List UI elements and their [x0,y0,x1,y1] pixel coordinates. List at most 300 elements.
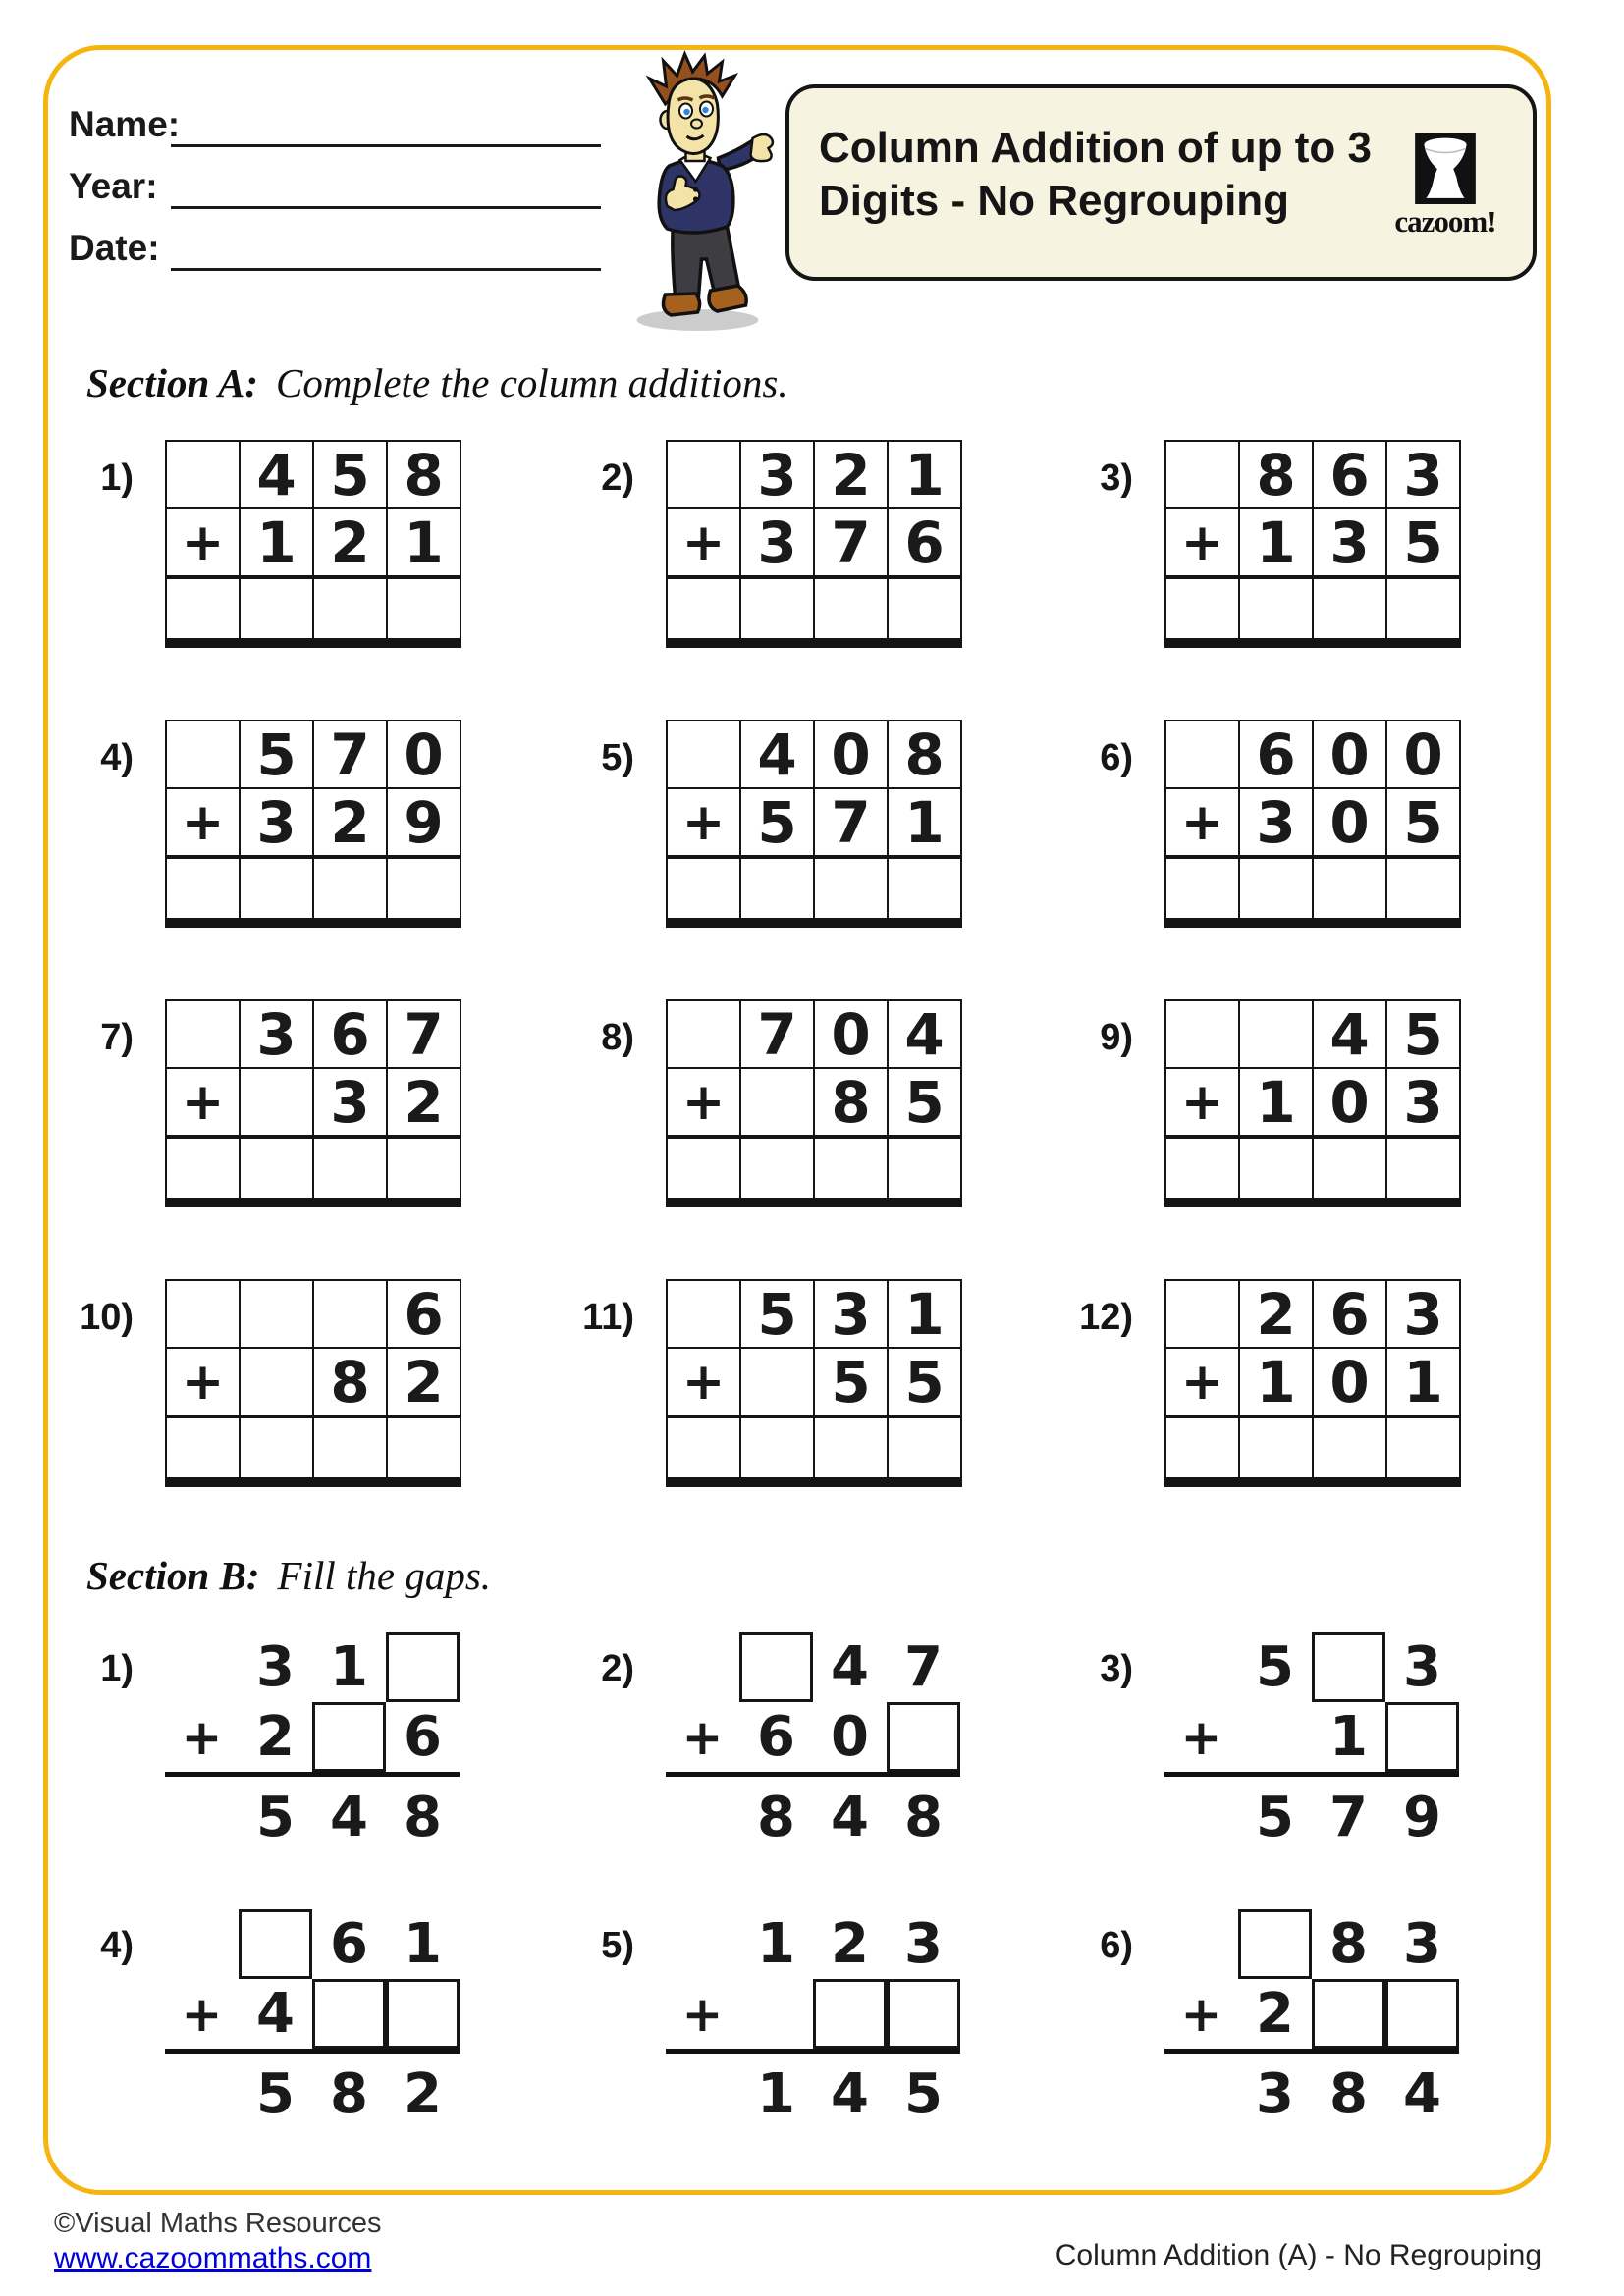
sum-digit: 8 [404,1786,442,1849]
addend-digit-cell [668,721,741,789]
answer-row [167,1139,460,1198]
addition-grid [666,999,962,1207]
addend-digit-cell [1240,1001,1314,1069]
answer-cell[interactable] [1387,859,1459,918]
gap-problem [666,1632,960,1849]
date-label: Date: [69,228,160,268]
addition-grid [666,720,962,928]
digit-cell: 2 [1256,1982,1294,2046]
title-line-2: Digits - No Regrouping [819,176,1290,225]
digit-cell: 3 [1403,1635,1441,1699]
addend-digit-cell: 2 [815,442,889,509]
answer-row [1166,1139,1459,1198]
addend-digit-cell: 3 [241,1001,314,1069]
addition-grid [1164,440,1461,648]
name-line[interactable] [171,144,601,147]
addend-row [668,789,960,859]
digit-cell [1164,1632,1238,1702]
answer-cell[interactable] [1240,859,1314,918]
addend-row [666,1632,960,1702]
sum-digit: 5 [256,2062,295,2126]
answer-cell[interactable] [815,859,889,918]
plus-sign: + [668,1349,741,1418]
addend-row [167,1001,460,1069]
answer-line [165,1772,460,1777]
addend-digit-cell: 7 [815,789,889,859]
mascot-shoe-right [709,286,746,311]
addend-digit-cell: 2 [388,1069,460,1139]
addend-digit-cell: 3 [741,442,815,509]
answer-row [668,579,960,638]
digit-cell: 4 [256,1982,295,2046]
gap-box[interactable] [887,1702,960,1772]
gap-box[interactable] [312,1702,386,1772]
addend-digit-cell [1166,1281,1240,1349]
digit-cell [1238,1702,1312,1772]
addend-digit-cell: 6 [889,509,960,579]
addend-digit-cell: 1 [1387,1349,1459,1418]
addend-row [165,1632,460,1702]
plus-sign: + [167,1349,241,1418]
addend-digit-cell: 2 [1240,1281,1314,1349]
digit-cell [739,1979,813,2049]
sum-digit: 3 [1256,2062,1294,2126]
digit-cell [165,1632,239,1702]
digit-cell [666,1909,739,1979]
addend-row [666,1702,960,1772]
plus-sign: + [668,1069,741,1139]
answer-cell[interactable] [314,859,388,918]
sum-digit: 8 [330,2062,368,2126]
mascot-boy-illustration [601,49,789,334]
problem-label: 5) [601,1925,634,1966]
addend-digit-cell: 6 [1240,721,1314,789]
answer-row [167,859,460,918]
addend-digit-cell [167,1281,241,1349]
answer-cell[interactable] [388,859,460,918]
digit-cell: 0 [831,1705,869,1769]
problem-label: 4) [100,1925,134,1966]
answer-row [668,1418,960,1477]
answer-cell[interactable] [1314,579,1387,638]
plus-sign: + [1166,789,1240,859]
addend-digit-cell: 0 [1314,1349,1387,1418]
plus-sign: + [181,1708,223,1766]
addend-row [1166,1349,1459,1418]
addend-digit-cell: 3 [314,1069,388,1139]
addend-digit-cell: 8 [388,442,460,509]
gap-problem [1164,1632,1459,1849]
addend-digit-cell: 0 [1314,789,1387,859]
plus-sign: + [668,789,741,859]
addend-digit-cell: 4 [741,721,815,789]
answer-cell[interactable] [741,1418,815,1477]
cazoommaths-link[interactable]: www.cazoommaths.com [54,2242,372,2274]
addend-digit-cell: 5 [1387,1001,1459,1069]
addend-digit-cell [1166,1001,1240,1069]
addend-row [668,1281,960,1349]
addend-digit-cell: 5 [889,1069,960,1139]
addend-row [165,1979,460,2049]
sum-digit [165,1783,239,1852]
gap-box[interactable] [1238,1909,1312,1979]
addend-digit-cell: 2 [314,789,388,859]
sum-digit: 4 [1403,2062,1441,2126]
answer-cell[interactable] [1240,1139,1314,1198]
year-line[interactable] [171,206,601,209]
section-a-heading [86,359,788,406]
addend-row [1166,1001,1459,1069]
plus-sign: + [181,1985,223,2043]
digit-cell: 6 [404,1705,442,1769]
addend-row [167,721,460,789]
addition-grid [666,1279,962,1487]
sum-digit: 2 [404,2062,442,2126]
addend-digit-cell: 8 [1240,442,1314,509]
answer-cell[interactable] [388,579,460,638]
addend-digit-cell: 3 [1314,509,1387,579]
addend-digit-cell: 1 [1240,1069,1314,1139]
answer-cell[interactable] [241,579,314,638]
answer-line [666,2049,960,2054]
addend-digit-cell: 5 [815,1349,889,1418]
addend-row [1164,1979,1459,2049]
digit-cell: 2 [256,1705,295,1769]
addend-digit-cell [167,1001,241,1069]
sum-digit [1164,2059,1238,2129]
answer-cell[interactable] [668,1139,741,1198]
gap-box[interactable] [312,1979,386,2049]
addend-digit-cell: 5 [314,442,388,509]
addend-digit-cell [668,1001,741,1069]
digit-cell: 1 [330,1635,368,1699]
addend-digit-cell: 6 [314,1001,388,1069]
addend-digit-cell: 1 [889,1281,960,1349]
addition-grid [1164,999,1461,1207]
answer-cell[interactable] [741,579,815,638]
plus-sign: + [167,509,241,579]
answer-cell[interactable] [1240,1418,1314,1477]
answer-cell[interactable] [741,859,815,918]
addend-digit-cell: 8 [815,1069,889,1139]
section-a-instruction: Complete the column additions. [276,360,788,405]
digit-cell: 4 [831,1635,869,1699]
sum-row [1164,1783,1459,1849]
addend-digit-cell [314,1281,388,1349]
addend-row [1166,1281,1459,1349]
section-b-instruction: Fill the gaps. [277,1553,492,1598]
answer-row [1166,1418,1459,1477]
answer-row [167,1418,460,1477]
answer-cell[interactable] [1387,579,1459,638]
sum-digit: 5 [1256,1786,1294,1849]
addend-digit-cell: 0 [1314,721,1387,789]
answer-cell[interactable] [1166,859,1240,918]
addend-digit-cell: 6 [1314,1281,1387,1349]
addend-digit-cell: 3 [1240,789,1314,859]
sum-row [165,2059,460,2126]
answer-cell[interactable] [314,1418,388,1477]
worksheet-title [819,122,1388,227]
year-label: Year: [69,166,158,206]
addend-row [167,1349,460,1418]
addend-row [1166,1069,1459,1139]
answer-line [666,1772,960,1777]
addition-grid [165,1279,461,1487]
gap-box[interactable] [1312,1979,1385,2049]
addend-digit-cell: 0 [815,1001,889,1069]
sum-digit: 8 [1329,2062,1368,2126]
addend-row [1166,509,1459,579]
problem-label: 7) [100,1017,134,1058]
addend-row [167,1069,460,1139]
addend-digit-cell: 5 [1387,789,1459,859]
addend-digit-cell: 2 [314,509,388,579]
gap-box[interactable] [739,1632,813,1702]
mascot-iris [683,109,689,115]
answer-cell[interactable] [167,1418,241,1477]
mascot-nose [691,120,702,129]
addend-digit-cell: 1 [241,509,314,579]
mascot-eyebrow [678,98,693,100]
addend-digit-cell: 5 [241,721,314,789]
addend-row [167,789,460,859]
answer-cell[interactable] [1387,1139,1459,1198]
addend-digit-cell: 7 [388,1001,460,1069]
addend-digit-cell: 5 [1387,509,1459,579]
answer-cell[interactable] [889,579,960,638]
addend-digit-cell: 4 [1314,1001,1387,1069]
answer-cell[interactable] [889,859,960,918]
plus-sign: + [681,1985,724,2043]
addend-digit-cell: 3 [741,509,815,579]
plus-sign: + [1180,1708,1222,1766]
sum-digit: 1 [757,2062,795,2126]
problem-label: 6) [1100,1925,1133,1966]
addend-digit-cell: 5 [741,1281,815,1349]
addend-digit-cell: 3 [1387,1281,1459,1349]
gap-problem [165,1909,460,2126]
digit-cell: 3 [256,1635,295,1699]
date-line[interactable] [171,268,601,271]
sum-digit [1164,1783,1238,1852]
addition-grid [1164,720,1461,928]
problem-label: 10) [80,1297,134,1338]
gap-box[interactable] [813,1979,887,2049]
addend-digit-cell [1166,721,1240,789]
gap-box[interactable] [386,1632,460,1702]
answer-cell[interactable] [889,1139,960,1198]
sum-row [1164,2059,1459,2126]
section-a-title: Section A: [86,360,259,405]
addend-digit-cell [668,442,741,509]
answer-cell[interactable] [668,859,741,918]
addend-digit-cell: 1 [1240,1349,1314,1418]
answer-cell[interactable] [668,579,741,638]
answer-cell[interactable] [241,1139,314,1198]
digit-cell: 6 [330,1912,368,1976]
section-b-heading [86,1552,491,1599]
sum-digit: 8 [757,1786,795,1849]
answer-cell[interactable] [241,859,314,918]
addition-grid [165,720,461,928]
problem-label: 1) [100,1648,134,1689]
answer-line [1164,1772,1459,1777]
answer-cell[interactable] [314,579,388,638]
answer-cell[interactable] [815,1418,889,1477]
gap-problem [666,1909,960,2126]
addend-row [167,442,460,509]
digit-cell: 6 [757,1705,795,1769]
gap-problem [165,1632,460,1849]
gap-box[interactable] [1312,1632,1385,1702]
addend-digit-cell: 5 [889,1349,960,1418]
addend-digit-cell [741,1069,815,1139]
answer-cell[interactable] [1166,1418,1240,1477]
djembe-drum-icon [1415,133,1476,204]
digit-cell: 7 [904,1635,943,1699]
problem-label: 2) [601,1648,634,1689]
addend-digit-cell: 3 [1387,442,1459,509]
gap-box[interactable] [1385,1702,1459,1772]
problem-label: 9) [1100,1017,1133,1058]
answer-row [668,859,960,918]
problem-label: 11) [582,1297,634,1338]
mascot-face [668,79,718,154]
plus-sign: + [668,509,741,579]
addend-row [165,1909,460,1979]
answer-cell[interactable] [241,1418,314,1477]
addend-digit-cell: 7 [314,721,388,789]
addend-digit-cell: 2 [388,1349,460,1418]
sum-digit: 4 [831,2062,869,2126]
addend-digit-cell: 1 [889,789,960,859]
gap-box[interactable] [239,1909,312,1979]
answer-row [1166,579,1459,638]
plus-sign: + [681,1708,724,1766]
answer-cell[interactable] [741,1139,815,1198]
gap-box[interactable] [1385,1979,1459,2049]
answer-cell[interactable] [1387,1418,1459,1477]
addition-grid [165,999,461,1207]
sum-row [165,1783,460,1849]
addend-digit-cell: 6 [1314,442,1387,509]
addend-digit-cell: 3 [241,789,314,859]
addend-row [666,1909,960,1979]
addend-digit-cell [241,1349,314,1418]
addend-row [668,721,960,789]
addend-digit-cell: 4 [241,442,314,509]
plus-sign: + [167,789,241,859]
addend-digit-cell: 6 [388,1281,460,1349]
problem-label: 8) [601,1017,634,1058]
answer-cell[interactable] [1314,1418,1387,1477]
sum-digit: 7 [1329,1786,1368,1849]
addend-digit-cell [241,1281,314,1349]
addend-digit-cell: 0 [1314,1069,1387,1139]
addend-row [668,509,960,579]
gap-problem [1164,1909,1459,2126]
section-b-title: Section B: [86,1553,260,1598]
gap-box[interactable] [887,1979,960,2049]
name-label: Name: [69,104,181,144]
addend-digit-cell [1166,442,1240,509]
sum-digit: 8 [904,1786,943,1849]
digit-cell: 5 [1256,1635,1294,1699]
sum-digit [666,2059,739,2129]
addend-digit-cell: 5 [741,789,815,859]
answer-cell[interactable] [815,579,889,638]
addend-digit-cell [741,1349,815,1418]
mascot-shoe-left [664,294,700,315]
problem-label: 12) [1079,1297,1133,1338]
answer-row [668,1139,960,1198]
addend-row [1164,1909,1459,1979]
addend-digit-cell: 1 [388,509,460,579]
addend-row [1164,1632,1459,1702]
sum-digit: 9 [1403,1786,1441,1849]
digit-cell [165,1909,239,1979]
digit-cell: 1 [757,1912,795,1976]
cazoom-logo-text: cazoom! [1394,204,1496,239]
plus-sign: + [1180,1985,1222,2043]
answer-cell[interactable] [314,1139,388,1198]
answer-cell[interactable] [388,1139,460,1198]
answer-cell[interactable] [1314,1139,1387,1198]
answer-cell[interactable] [815,1139,889,1198]
answer-cell[interactable] [167,579,241,638]
answer-cell[interactable] [668,1418,741,1477]
addition-grid [1164,1279,1461,1487]
addend-row [668,1069,960,1139]
addend-row [1166,721,1459,789]
problem-label: 2) [601,457,634,499]
sum-digit: 5 [904,2062,943,2126]
worksheet-reference: Column Addition (A) - No Regrouping [1055,2239,1542,2271]
digit-cell: 2 [831,1912,869,1976]
addition-grid [165,440,461,648]
addend-row [1166,789,1459,859]
addend-digit-cell: 7 [741,1001,815,1069]
digit-cell [666,1632,739,1702]
addend-digit-cell [668,1281,741,1349]
answer-cell[interactable] [1240,579,1314,638]
answer-cell[interactable] [167,1139,241,1198]
problem-label: 5) [601,737,634,778]
answer-cell[interactable] [889,1418,960,1477]
answer-cell[interactable] [1166,579,1240,638]
digit-cell [1164,1909,1238,1979]
digit-cell: 1 [404,1912,442,1976]
mascot-hand-right [751,134,773,161]
addend-row [668,1001,960,1069]
plus-sign: + [1166,509,1240,579]
addend-digit-cell: 3 [815,1281,889,1349]
digit-cell: 3 [1403,1912,1441,1976]
answer-cell[interactable] [1314,859,1387,918]
answer-cell[interactable] [167,859,241,918]
answer-line [165,2049,460,2054]
addend-digit-cell: 0 [388,721,460,789]
gap-box[interactable] [386,1979,460,2049]
mascot-eyebrow [700,96,715,98]
plus-sign: + [1166,1069,1240,1139]
answer-row [167,579,460,638]
answer-cell[interactable] [388,1418,460,1477]
answer-cell[interactable] [1166,1139,1240,1198]
addend-digit-cell: 4 [889,1001,960,1069]
addend-digit-cell: 7 [815,509,889,579]
